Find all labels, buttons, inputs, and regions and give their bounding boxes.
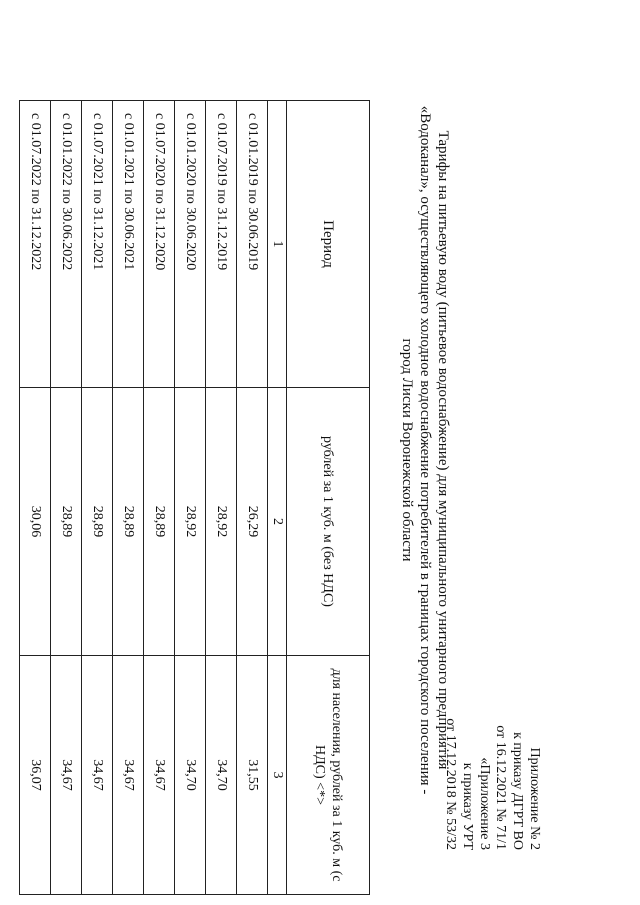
previous-appendix-note-line: от 17.12.2018 № 53/32 — [443, 718, 458, 850]
population-price-cell: 34,67 — [82, 656, 113, 895]
header-price-no-vat: рублей за 1 куб. м (без НДС) — [287, 388, 370, 656]
appendix-note-line: к приказу ДГРТ ВО — [510, 732, 525, 850]
column-number: 3 — [268, 656, 287, 895]
table-row — [206, 101, 237, 895]
price-cell: 28,89 — [113, 388, 144, 656]
previous-appendix-note-line: «Приложение 3 — [477, 757, 492, 850]
period-cell: с 01.01.2022 по 30.06.2022 — [51, 101, 82, 388]
column-number: 2 — [268, 388, 287, 656]
price-cell: 28,89 — [82, 388, 113, 656]
column-number: 1 — [268, 101, 287, 388]
appendix-note-line: Приложение № 2 — [527, 747, 542, 850]
price-cell: 28,92 — [175, 388, 206, 656]
period-cell: с 01.01.2019 по 30.06.2019 — [237, 101, 268, 388]
population-price-cell: 34,70 — [175, 656, 206, 895]
table-row — [20, 101, 51, 895]
tariff-table — [19, 100, 370, 895]
table-row — [175, 101, 206, 895]
appendix-note — [492, 725, 543, 850]
price-cell: 30,06 — [20, 388, 51, 656]
population-price-cell: 34,70 — [206, 656, 237, 895]
table-header-row — [287, 101, 370, 895]
column-number-row — [268, 101, 287, 895]
period-cell: с 01.07.2020 по 31.12.2020 — [144, 101, 175, 388]
document-title — [398, 100, 452, 800]
document-title-line: город Лиски Воронежской области — [399, 338, 415, 562]
table-row — [82, 101, 113, 895]
previous-appendix-note-line: к приказу УРТ — [460, 762, 475, 850]
table-row — [51, 101, 82, 895]
price-cell: 28,89 — [144, 388, 175, 656]
price-cell: 28,89 — [51, 388, 82, 656]
population-price-cell: 34,67 — [113, 656, 144, 895]
table-row — [113, 101, 144, 895]
period-cell: с 01.07.2019 по 31.12.2019 — [206, 101, 237, 388]
header-price-population: для населения, рублей за 1 куб. м (с НДС) <*> — [287, 656, 370, 895]
header-period: Период — [287, 101, 370, 388]
price-cell: 26,29 — [237, 388, 268, 656]
period-cell: с 01.01.2020 по 30.06.2020 — [175, 101, 206, 388]
table-row — [237, 101, 268, 895]
document-title-line: Тарифы на питьевую воду (питьевое водоснабжение) для муниципального унитарного предприятия — [435, 130, 451, 770]
period-cell: с 01.07.2022 по 31.12.2022 — [20, 101, 51, 388]
period-cell: с 01.01.2021 по 30.06.2021 — [113, 101, 144, 388]
population-price-cell: 34,67 — [144, 656, 175, 895]
population-price-cell: 36,07 — [20, 656, 51, 895]
appendix-note-line: от 16.12.2021 № 71/1 — [493, 725, 508, 850]
period-cell: с 01.07.2021 по 31.12.2021 — [82, 101, 113, 388]
population-price-cell: 31,55 — [237, 656, 268, 895]
table-row — [144, 101, 175, 895]
document-title-line: «Водоканал», осуществляющего холодное водоснабжение потребителей в границах городского поселения - — [417, 105, 433, 795]
population-price-cell: 34,67 — [51, 656, 82, 895]
price-cell: 28,92 — [206, 388, 237, 656]
